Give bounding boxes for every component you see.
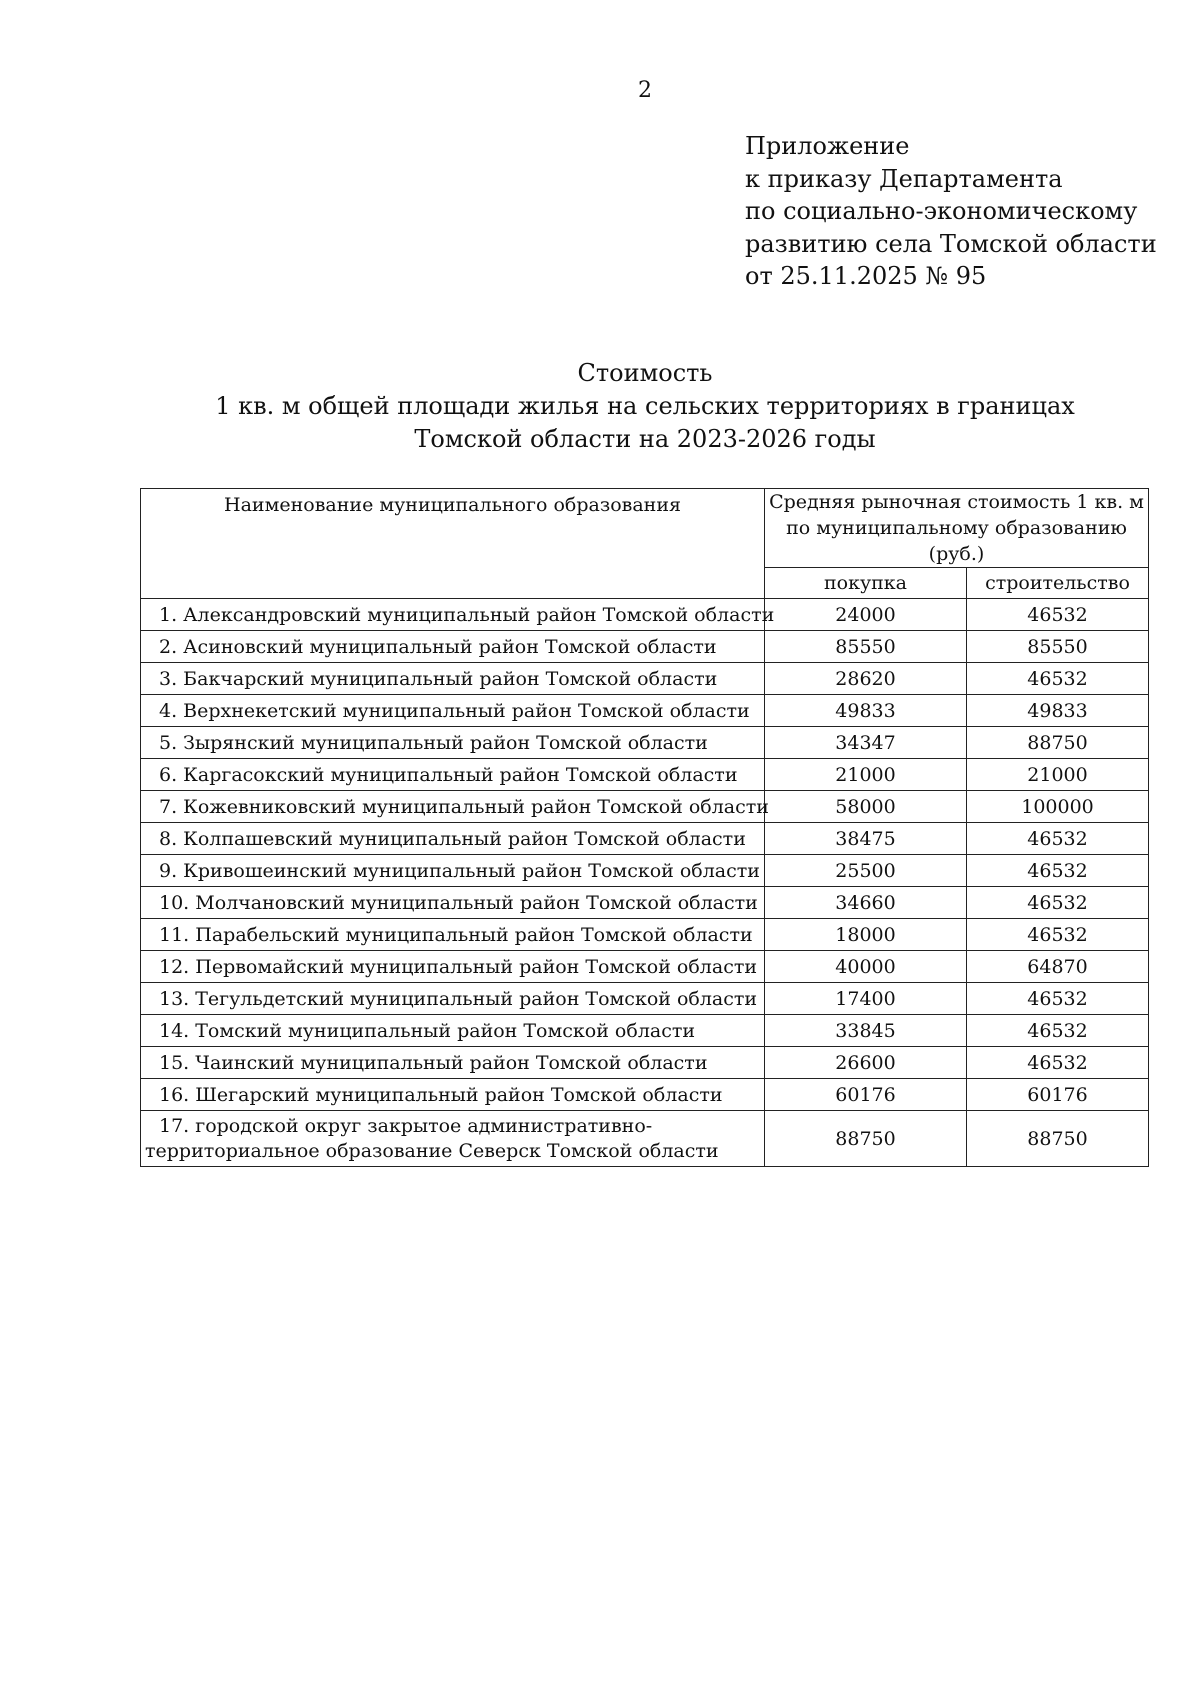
- municipality-name: 13. Тегульдетский муниципальный район Томской области: [141, 983, 765, 1015]
- purchase-cost: 28620: [765, 663, 967, 695]
- header-average-cost: Средняя рыночная стоимость 1 кв. м по муниципальному образованию (руб.): [765, 489, 1149, 568]
- purchase-cost: 49833: [765, 695, 967, 727]
- appendix-line: Приложение: [745, 132, 910, 160]
- construction-cost: 46532: [967, 823, 1149, 855]
- construction-cost: 46532: [967, 887, 1149, 919]
- appendix-line: от 25.11.2025 № 95: [745, 262, 987, 290]
- appendix-block: [745, 130, 1157, 293]
- table-row: [141, 1015, 1149, 1047]
- table-row: [141, 983, 1149, 1015]
- municipality-name: 14. Томский муниципальный район Томской области: [141, 1015, 765, 1047]
- table-row: [141, 759, 1149, 791]
- municipality-name: 17. городской округ закрытое административно-территориальное образование Северск Томской области: [141, 1111, 765, 1167]
- municipality-name: 8. Колпашевский муниципальный район Томской области: [141, 823, 765, 855]
- construction-cost: 46532: [967, 983, 1149, 1015]
- table-row: [141, 1079, 1149, 1111]
- table-row: [141, 855, 1149, 887]
- appendix-line: по социально-экономическому: [745, 197, 1138, 225]
- construction-cost: 46532: [967, 1015, 1149, 1047]
- municipality-name: 15. Чаинский муниципальный район Томской области: [141, 1047, 765, 1079]
- construction-cost: 60176: [967, 1079, 1149, 1111]
- municipality-name: 7. Кожевниковский муниципальный район Томской области: [141, 791, 765, 823]
- table-row: [141, 695, 1149, 727]
- purchase-cost: 60176: [765, 1079, 967, 1111]
- cost-table: [140, 488, 1149, 1167]
- municipality-name: 6. Каргасокский муниципальный район Томской области: [141, 759, 765, 791]
- table-row: [141, 887, 1149, 919]
- purchase-cost: 24000: [765, 599, 967, 631]
- table-row: [141, 951, 1149, 983]
- purchase-cost: 26600: [765, 1047, 967, 1079]
- document-title: [140, 357, 1150, 456]
- table-row: [141, 919, 1149, 951]
- construction-cost: 46532: [967, 1047, 1149, 1079]
- municipality-name: 9. Кривошеинский муниципальный район Томской области: [141, 855, 765, 887]
- table-row: [141, 1047, 1149, 1079]
- construction-cost: 88750: [967, 1111, 1149, 1167]
- table-row: [141, 727, 1149, 759]
- construction-cost: 49833: [967, 695, 1149, 727]
- purchase-cost: 34347: [765, 727, 967, 759]
- title-line: Томской области на 2023-2026 годы: [414, 425, 876, 453]
- municipality-name: 12. Первомайский муниципальный район Томской области: [141, 951, 765, 983]
- construction-cost: 64870: [967, 951, 1149, 983]
- purchase-cost: 40000: [765, 951, 967, 983]
- table-row: [141, 631, 1149, 663]
- header-construction: строительство: [967, 568, 1149, 599]
- municipality-name: 5. Зырянский муниципальный район Томской области: [141, 727, 765, 759]
- purchase-cost: 33845: [765, 1015, 967, 1047]
- municipality-name: 3. Бакчарский муниципальный район Томской области: [141, 663, 765, 695]
- construction-cost: 21000: [967, 759, 1149, 791]
- municipality-name: 4. Верхнекетский муниципальный район Томской области: [141, 695, 765, 727]
- page-number: 2: [638, 78, 652, 103]
- municipality-name: 11. Парабельский муниципальный район Томской области: [141, 919, 765, 951]
- construction-cost: 85550: [967, 631, 1149, 663]
- municipality-name: 2. Асиновский муниципальный район Томской области: [141, 631, 765, 663]
- municipality-name: 10. Молчановский муниципальный район Томской области: [141, 887, 765, 919]
- construction-cost: 46532: [967, 919, 1149, 951]
- purchase-cost: 85550: [765, 631, 967, 663]
- table-row: [141, 823, 1149, 855]
- municipality-name: 16. Шегарский муниципальный район Томской области: [141, 1079, 765, 1111]
- municipality-name: 1. Александровский муниципальный район Томской области: [141, 599, 765, 631]
- construction-cost: 88750: [967, 727, 1149, 759]
- table-row: [141, 1111, 1149, 1167]
- purchase-cost: 88750: [765, 1111, 967, 1167]
- header-purchase: покупка: [765, 568, 967, 599]
- purchase-cost: 34660: [765, 887, 967, 919]
- purchase-cost: 38475: [765, 823, 967, 855]
- construction-cost: 46532: [967, 599, 1149, 631]
- table-row: [141, 663, 1149, 695]
- construction-cost: 46532: [967, 855, 1149, 887]
- purchase-cost: 25500: [765, 855, 967, 887]
- purchase-cost: 21000: [765, 759, 967, 791]
- purchase-cost: 17400: [765, 983, 967, 1015]
- purchase-cost: 58000: [765, 791, 967, 823]
- title-line: 1 кв. м общей площади жилья на сельских территориях в границах: [215, 392, 1075, 420]
- title-line: Стоимость: [577, 359, 713, 387]
- purchase-cost: 18000: [765, 919, 967, 951]
- table-row: [141, 599, 1149, 631]
- table-row: [141, 791, 1149, 823]
- header-municipality-name: Наименование муниципального образования: [141, 489, 765, 599]
- construction-cost: 46532: [967, 663, 1149, 695]
- appendix-line: к приказу Департамента: [745, 164, 1063, 193]
- appendix-line: развитию села Томской области: [745, 229, 1157, 258]
- construction-cost: 100000: [967, 791, 1149, 823]
